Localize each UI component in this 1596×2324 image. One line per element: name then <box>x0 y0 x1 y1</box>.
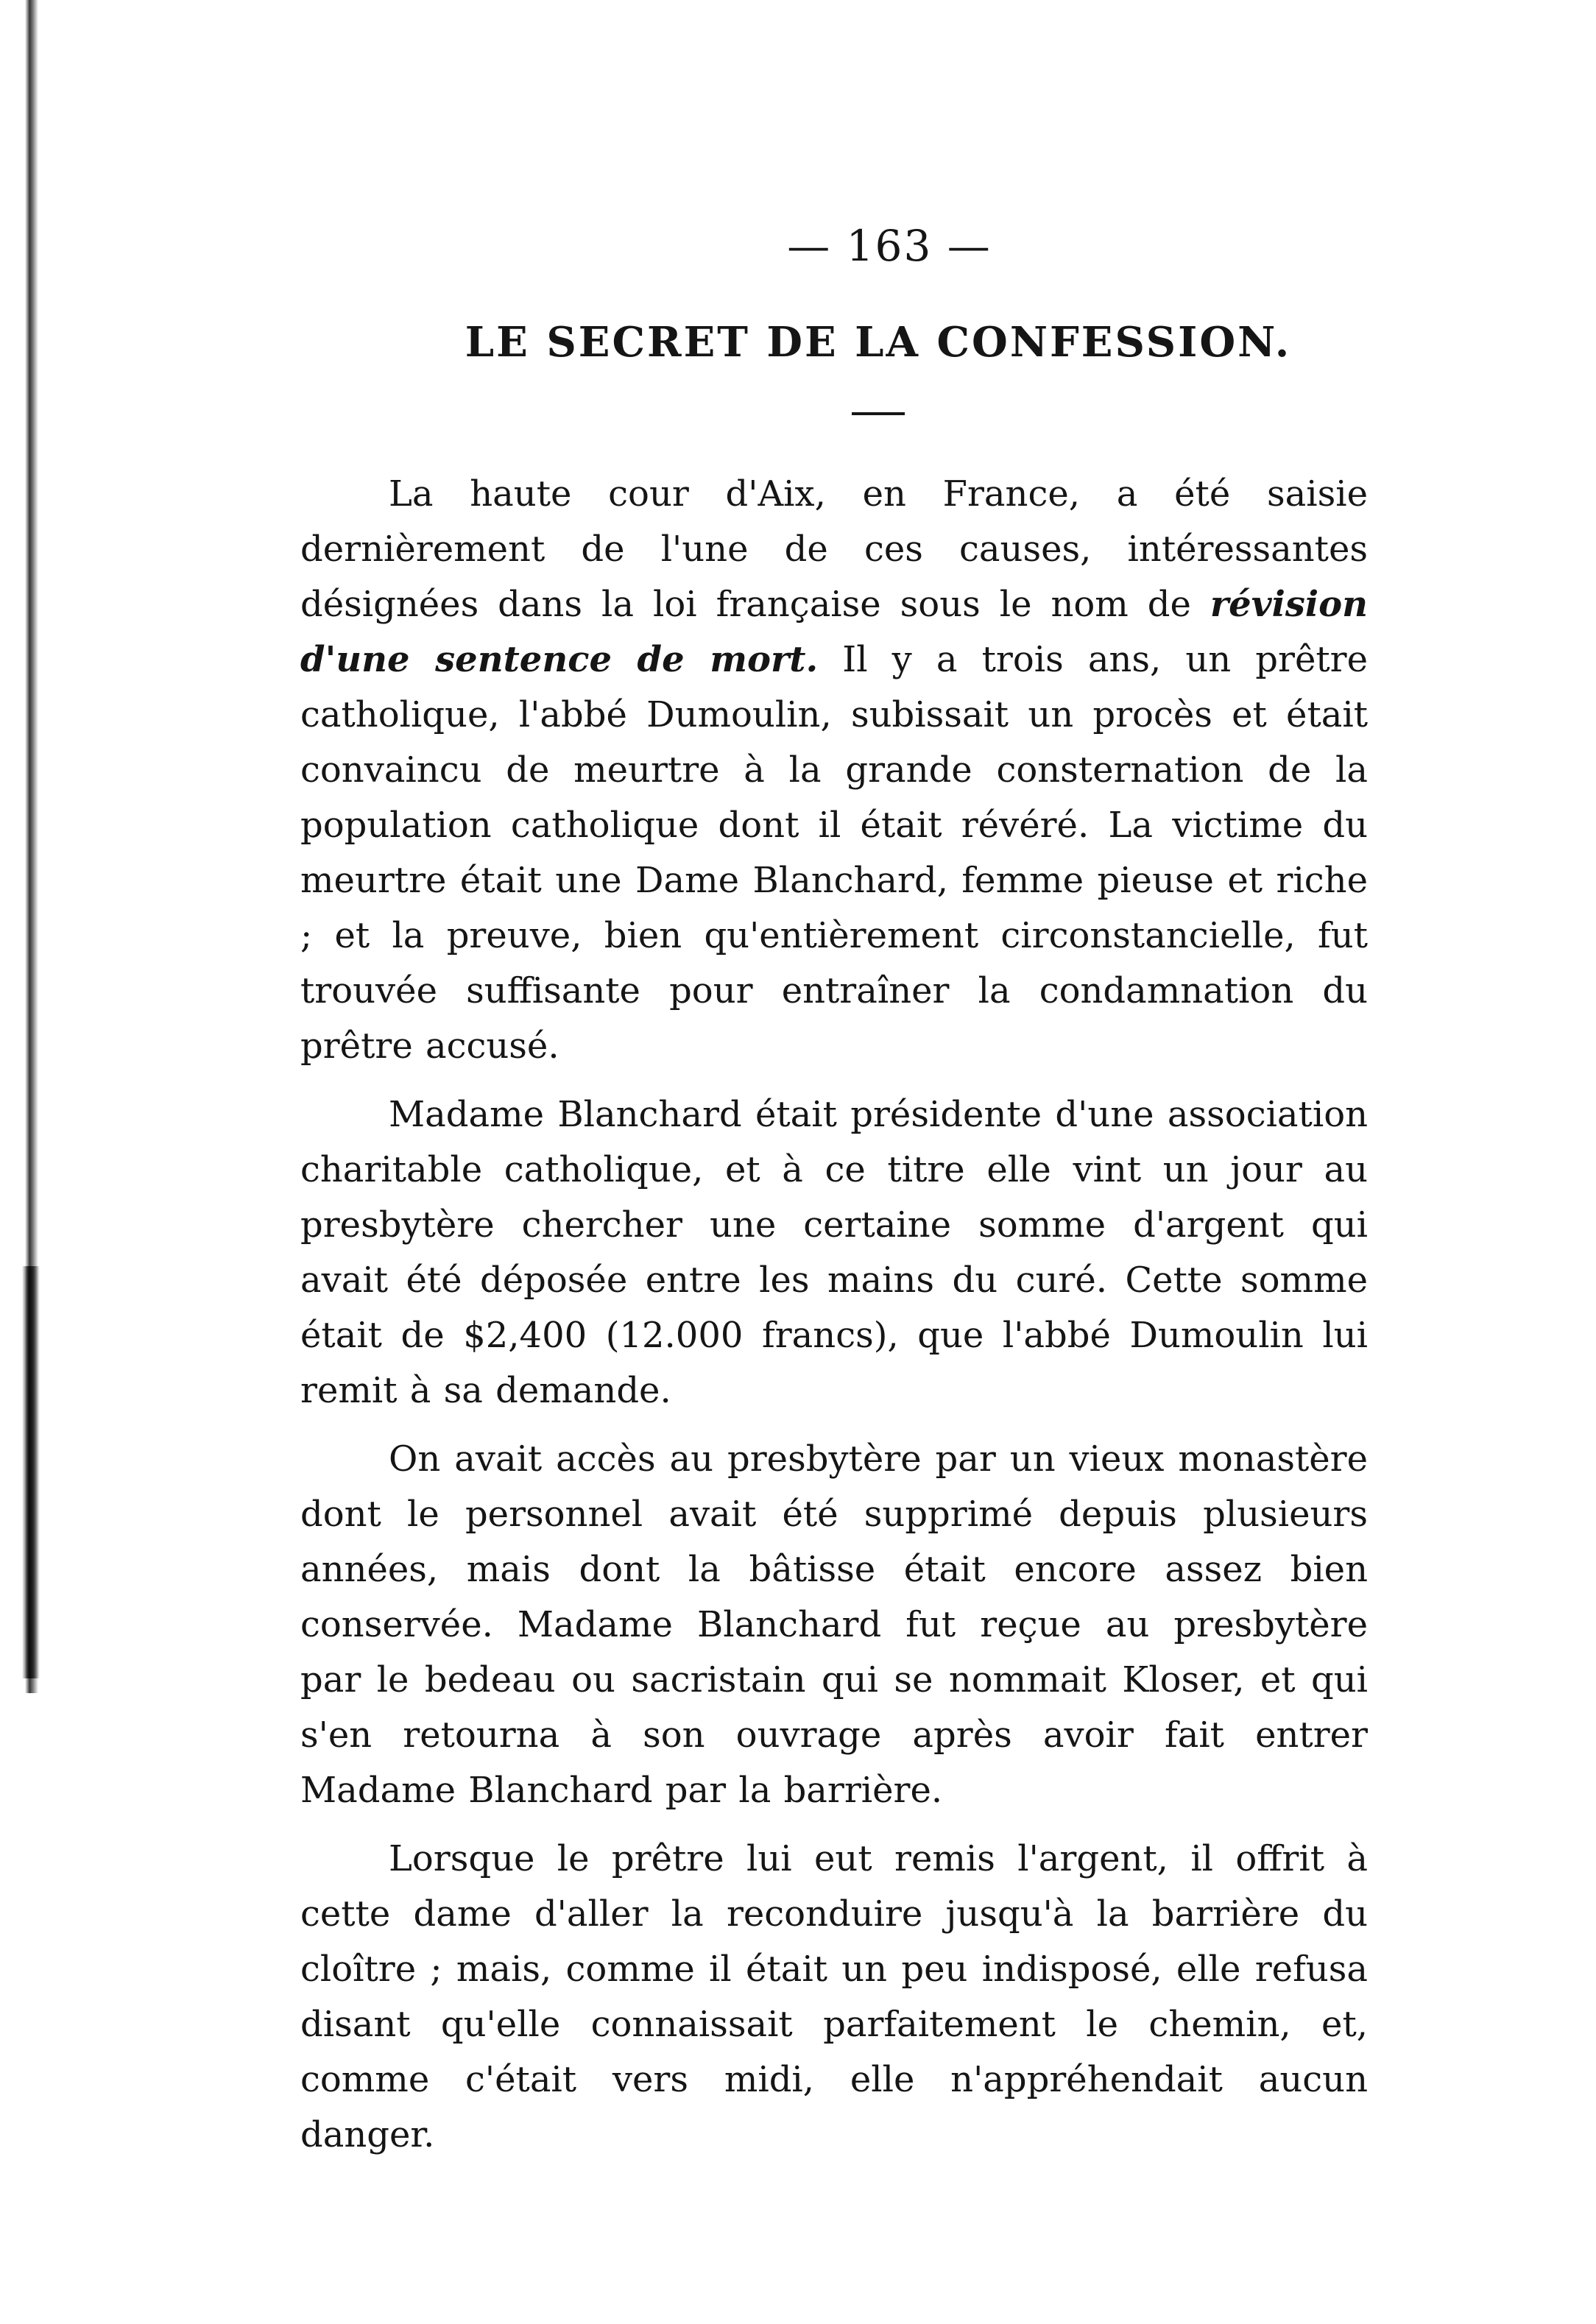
paragraph-1-text-end: Il y a trois ans, un prêtre catholique, l'abbé Dumoulin, subissait un procès et était convaincu de meurtre à la grande consternation de la population catholique dont il était révéré. La victime du meurtre était une Dame Blanchard, femme pieuse et riche ; et la preuve, bien qu'entièrement circonstancielle, fut trouvée suffisante pour entraîner la condamnation du prêtre accusé. <box>300 639 1369 1067</box>
paragraph-1-italic-phrase: révision d'une sentence de mort. <box>300 584 1368 680</box>
paragraph-2: Madame Blanchard était présidente d'une association charitable catholique, et à ce titre elle vint un jour au presbytère chercher une certaine somme d'argent qui avait été déposée entre les mains du curé. Cette somme était de $2,400 (12.000 francs), que l'abbé Dumoulin lui remit à sa demande. <box>300 1094 1368 1411</box>
scan-page-edge-lower <box>22 1266 40 1678</box>
paragraph-3: On avait accès au presbytère par un vieux monastère dont le personnel avait été supprimé depuis plusieurs années, mais dont la bâtisse était encore assez bien conservée. Madame Blanchard fut reçue au presbytère par le bedeau ou sacristain qui se nommait Kloser, et qui s'en retourna à son ouvrage après avoir fait entrer Madame Blanchard par la barrière. <box>300 1438 1368 1811</box>
paragraph-1-text-start: La haute cour d'Aix, en France, a été saisie dernièrement de l'une de ces causes, intéressantes désignées dans la loi française sous le nom de <box>300 473 1368 625</box>
chapter-title: LE SECRET DE LA CONFESSION. <box>465 318 1292 367</box>
paragraph-4: Lorsque le prêtre lui eut remis l'argent, il offrit à cette dame d'aller la reconduire jusqu'à la barrière du cloître ; mais, comme il était un peu indisposé, elle refusa disant qu'elle connaissait parfaitement le chemin, et, comme c'était vers midi, elle n'appréhendait aucun danger. <box>300 1838 1368 2155</box>
paragraph-1 <box>300 467 1368 1074</box>
title-divider <box>852 412 905 415</box>
book-page <box>300 221 1368 2176</box>
page-number: — 163 — <box>787 221 992 271</box>
